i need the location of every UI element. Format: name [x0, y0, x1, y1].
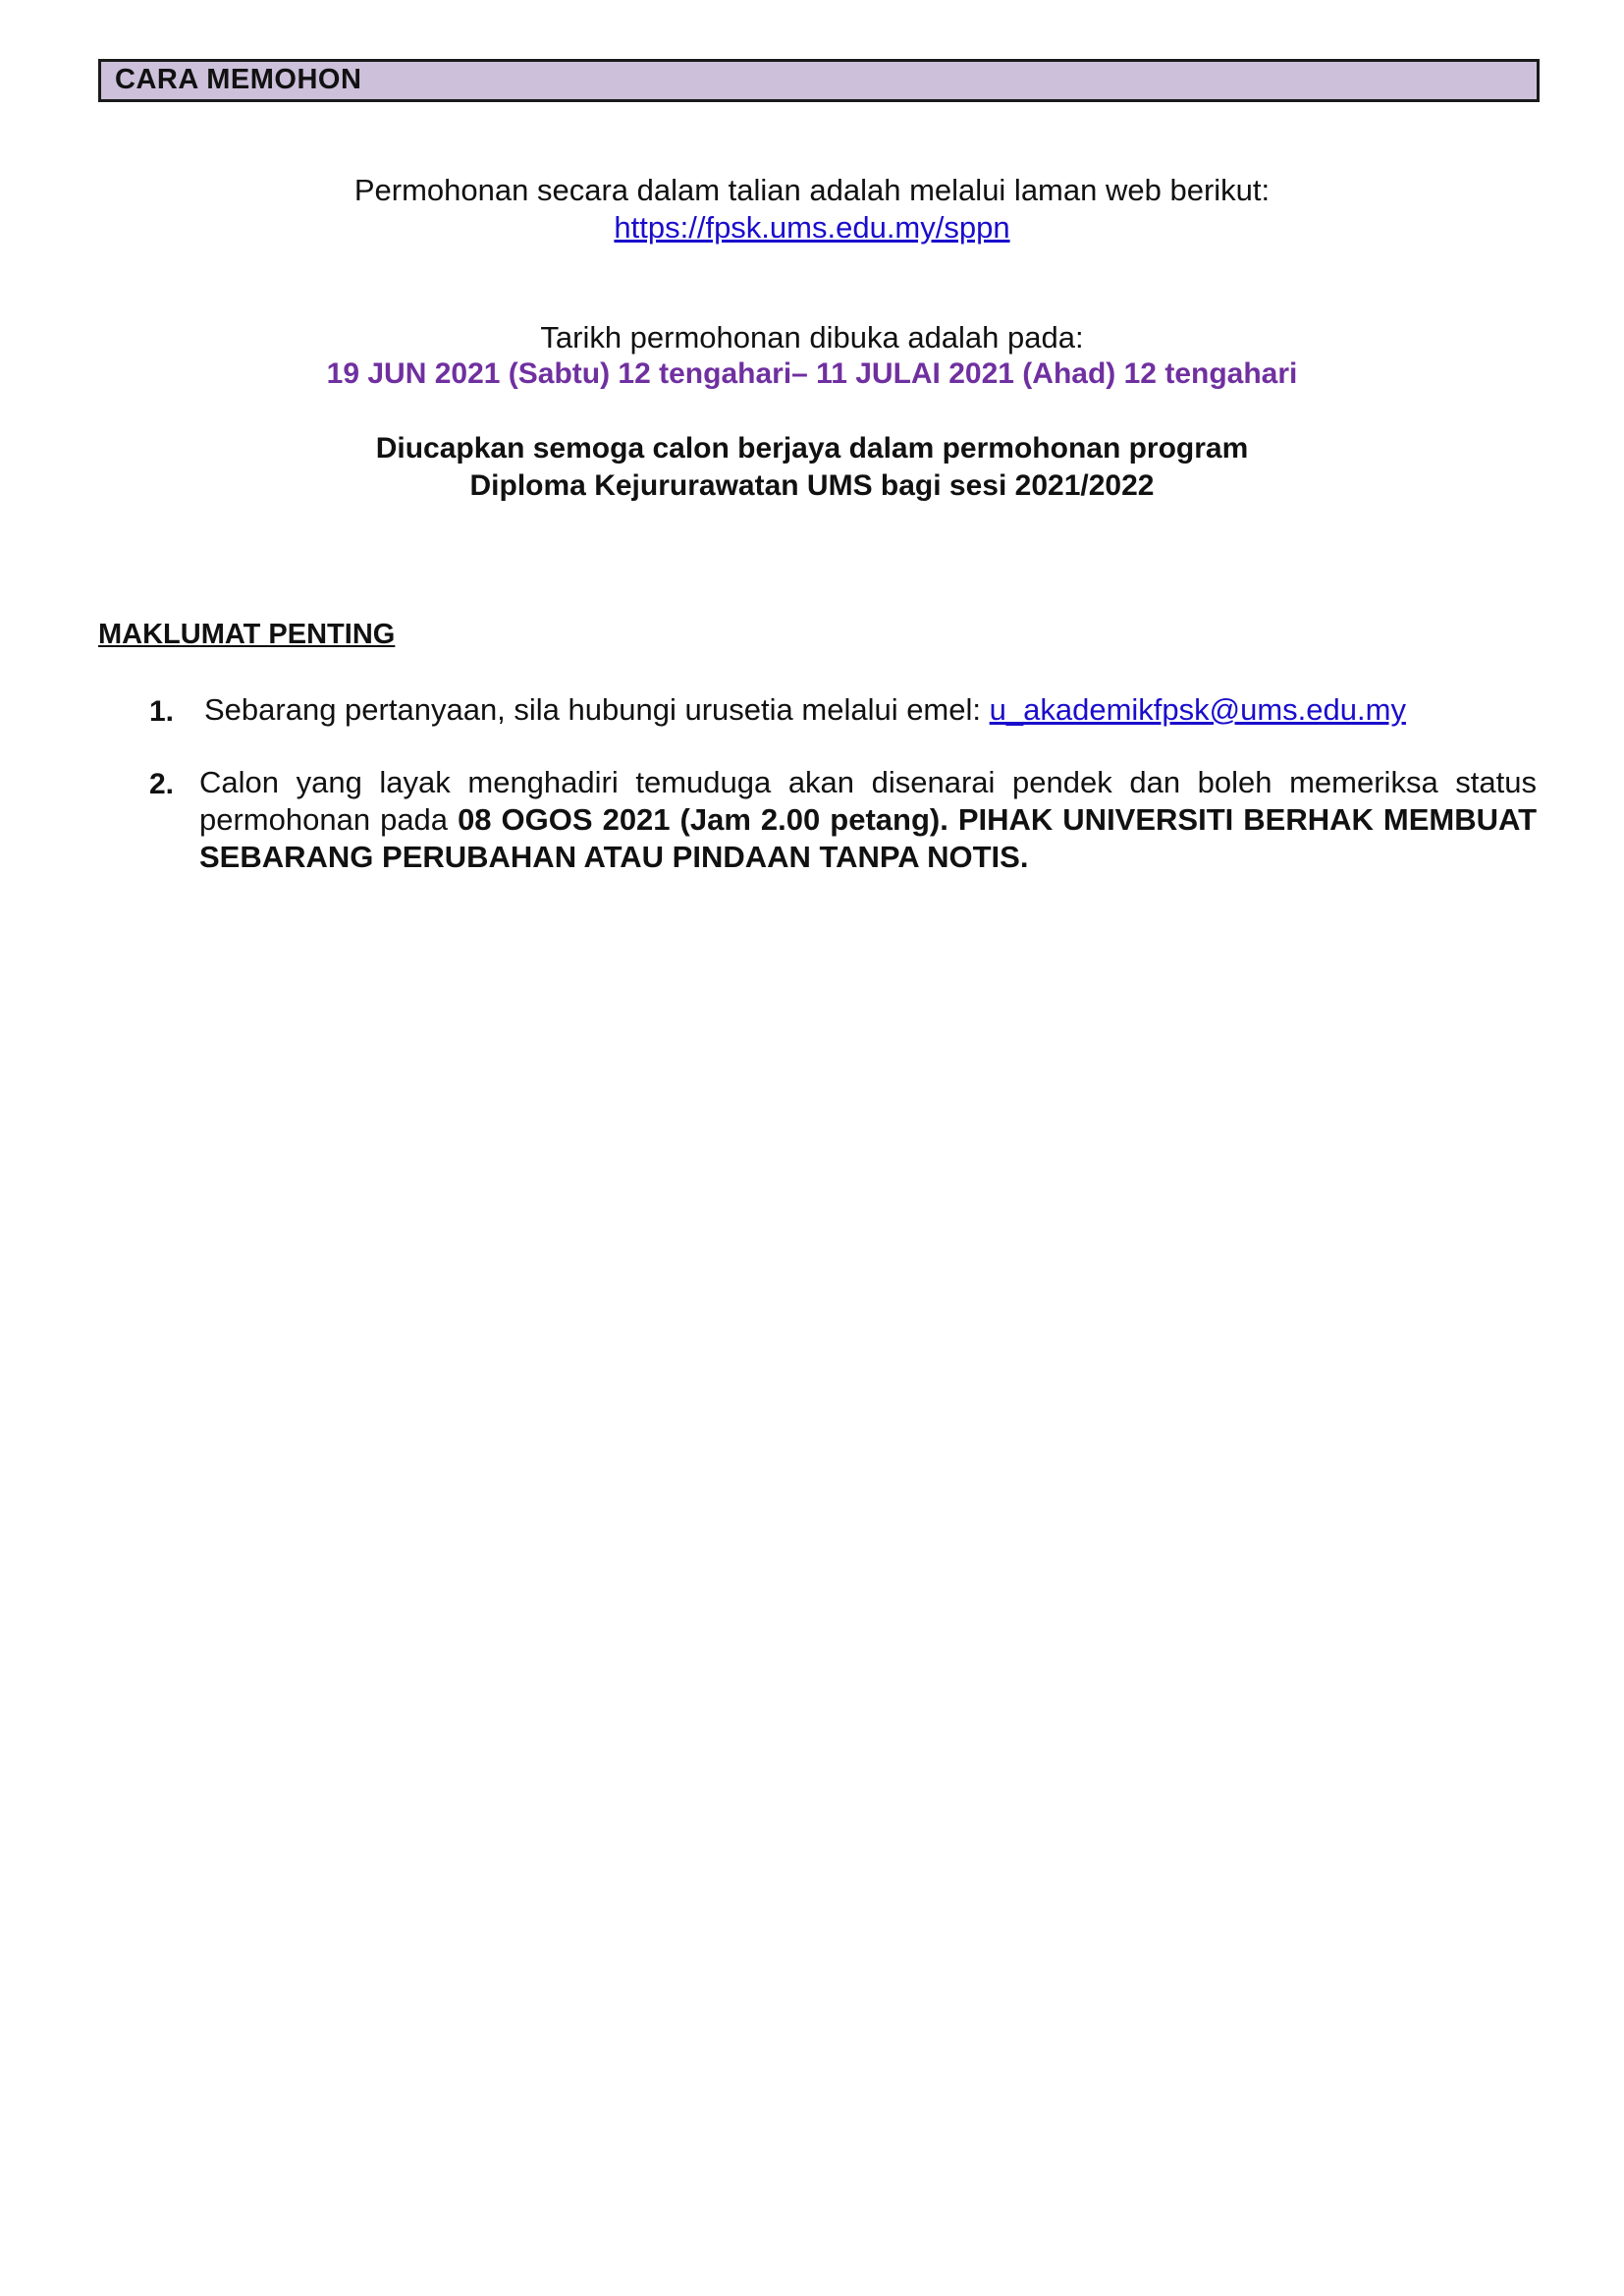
important-heading: MAKLUMAT PENTING — [98, 619, 396, 650]
list-item — [204, 691, 1542, 729]
section-header — [98, 59, 1540, 102]
dates-value: 19 JUN 2021 (Sabtu) 12 tengahari– 11 JULAI 2021 (Ahad) 12 tengahari — [326, 357, 1298, 390]
wishes-line-1: Diucapkan semoga calon berjaya dalam permohonan program — [375, 432, 1249, 465]
section-title: CARA MEMOHON — [115, 64, 362, 95]
intro-text: Permohonan secara dalam talian adalah melalui laman web berikut: — [353, 173, 1271, 207]
wishes-line-2: Diploma Kejururawatan UMS bagi sesi 2021/2022 — [469, 469, 1155, 502]
application-link[interactable]: https://fpsk.ums.edu.my/sppn — [614, 210, 1010, 245]
item-number: 1. — [149, 695, 175, 728]
list-item — [199, 764, 1537, 876]
disclaimer: PIHAK UNIVERSITI BERHAK MEMBUAT SEBARANG PERUBAHAN ATAU PINDAAN TANPA NOTIS. — [199, 802, 1538, 874]
email-link[interactable]: u_akademikfpsk@ums.edu.my — [989, 692, 1406, 727]
item-text: Calon yang layak menghadiri temuduga akan disenarai pendek dan boleh memeriksa status permohonan pada — [199, 765, 1537, 837]
item-text: Sebarang pertanyaan, sila hubungi urusetia melalui emel: — [204, 692, 990, 727]
announcement-date: 08 OGOS 2021 (Jam 2.00 petang). — [458, 802, 948, 837]
dates-label: Tarikh permohonan dibuka adalah pada: — [540, 320, 1084, 355]
item-number: 2. — [149, 768, 175, 800]
